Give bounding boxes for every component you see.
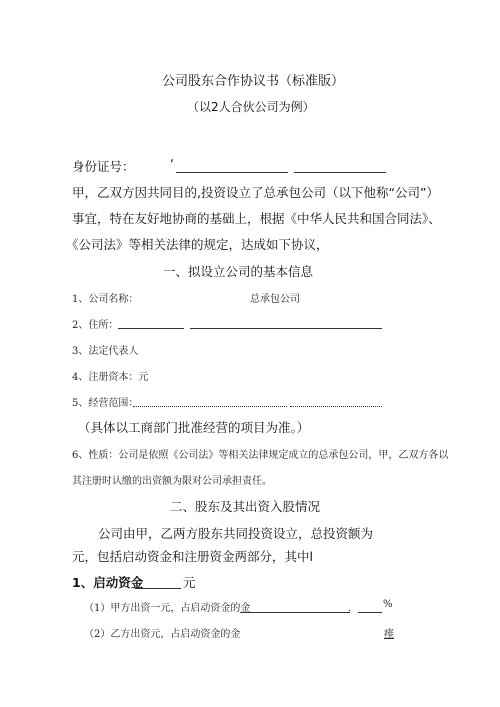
- item-capital-label: 4、注册资本：元: [72, 372, 149, 383]
- id-blank-2[interactable]: [294, 158, 386, 177]
- item-company-name-value: 总承包公司: [250, 294, 300, 305]
- startup-capital-unit: 元: [183, 575, 196, 590]
- id-label: 身份证号：: [72, 159, 135, 174]
- item-nature-line-2: 其注册时认缴的出资额为限对公司承担责任。: [72, 476, 272, 487]
- party-b-contribution-label: （2）乙方出资元，占启动资金的金: [84, 629, 241, 640]
- party-a-dot: ．: [348, 603, 358, 614]
- party-a-percent: %: [383, 599, 393, 610]
- document-title: 公司股东合作协议书（标准版）: [162, 74, 345, 89]
- item-company-name-label: 1、公司名称：: [72, 294, 139, 305]
- id-mark: ‘: [170, 156, 174, 171]
- address-blank-2[interactable]: [190, 314, 382, 333]
- startup-capital-blank[interactable]: [135, 574, 181, 593]
- business-scope-note: （具体以工商部门批准经营的项目为准。）: [78, 420, 310, 435]
- paragraph-4: 公司由甲，乙两方股东共同投资设立，总投资额为: [98, 526, 374, 541]
- item-legal-rep-label: 3、法定代表人: [72, 346, 139, 357]
- item-business-scope-label: 5、经营范围：: [72, 398, 139, 409]
- item-address-label: 2、住所：: [72, 320, 119, 331]
- item-nature-line-1: 6、性质：公司是依照《公司法》等相关法律规定成立的总承包公司，甲，乙双方各以: [72, 450, 449, 461]
- paragraph-1: 甲，乙双方因共同目的,投资设立了总承包公司（以下他称“公司”）: [72, 185, 439, 200]
- business-scope-dotted-blank-1[interactable]: [133, 392, 287, 411]
- paragraph-2: 事宜，特在友好地协商的基础上，根据《中华人民共和国合同法》、: [72, 211, 441, 226]
- startup-capital-label: 1、启动资金: [72, 575, 144, 590]
- section-heading-1: 一、拟设立公司的基本信息: [163, 264, 314, 279]
- section-heading-2: 二、股东及其出资入股情况: [170, 499, 321, 514]
- business-scope-dotted-blank-2[interactable]: [290, 392, 382, 411]
- address-blank-1[interactable]: [118, 314, 184, 333]
- party-b-percent: 瘗: [384, 629, 394, 640]
- party-a-contribution-label: （1）甲方出资一元，占启动资金的金: [84, 603, 251, 614]
- document-subtitle: （以2人合伙公司为例）: [187, 100, 315, 114]
- party-a-blank-1[interactable]: [240, 598, 350, 617]
- party-a-blank-2[interactable]: [358, 598, 382, 617]
- paragraph-5: 元，包括启动资金和注册资金两部分，其中l: [72, 549, 313, 564]
- id-blank-1[interactable]: [176, 158, 288, 177]
- paragraph-3: 《公司法》等相关法律的规定，达成如下协议，: [66, 237, 329, 252]
